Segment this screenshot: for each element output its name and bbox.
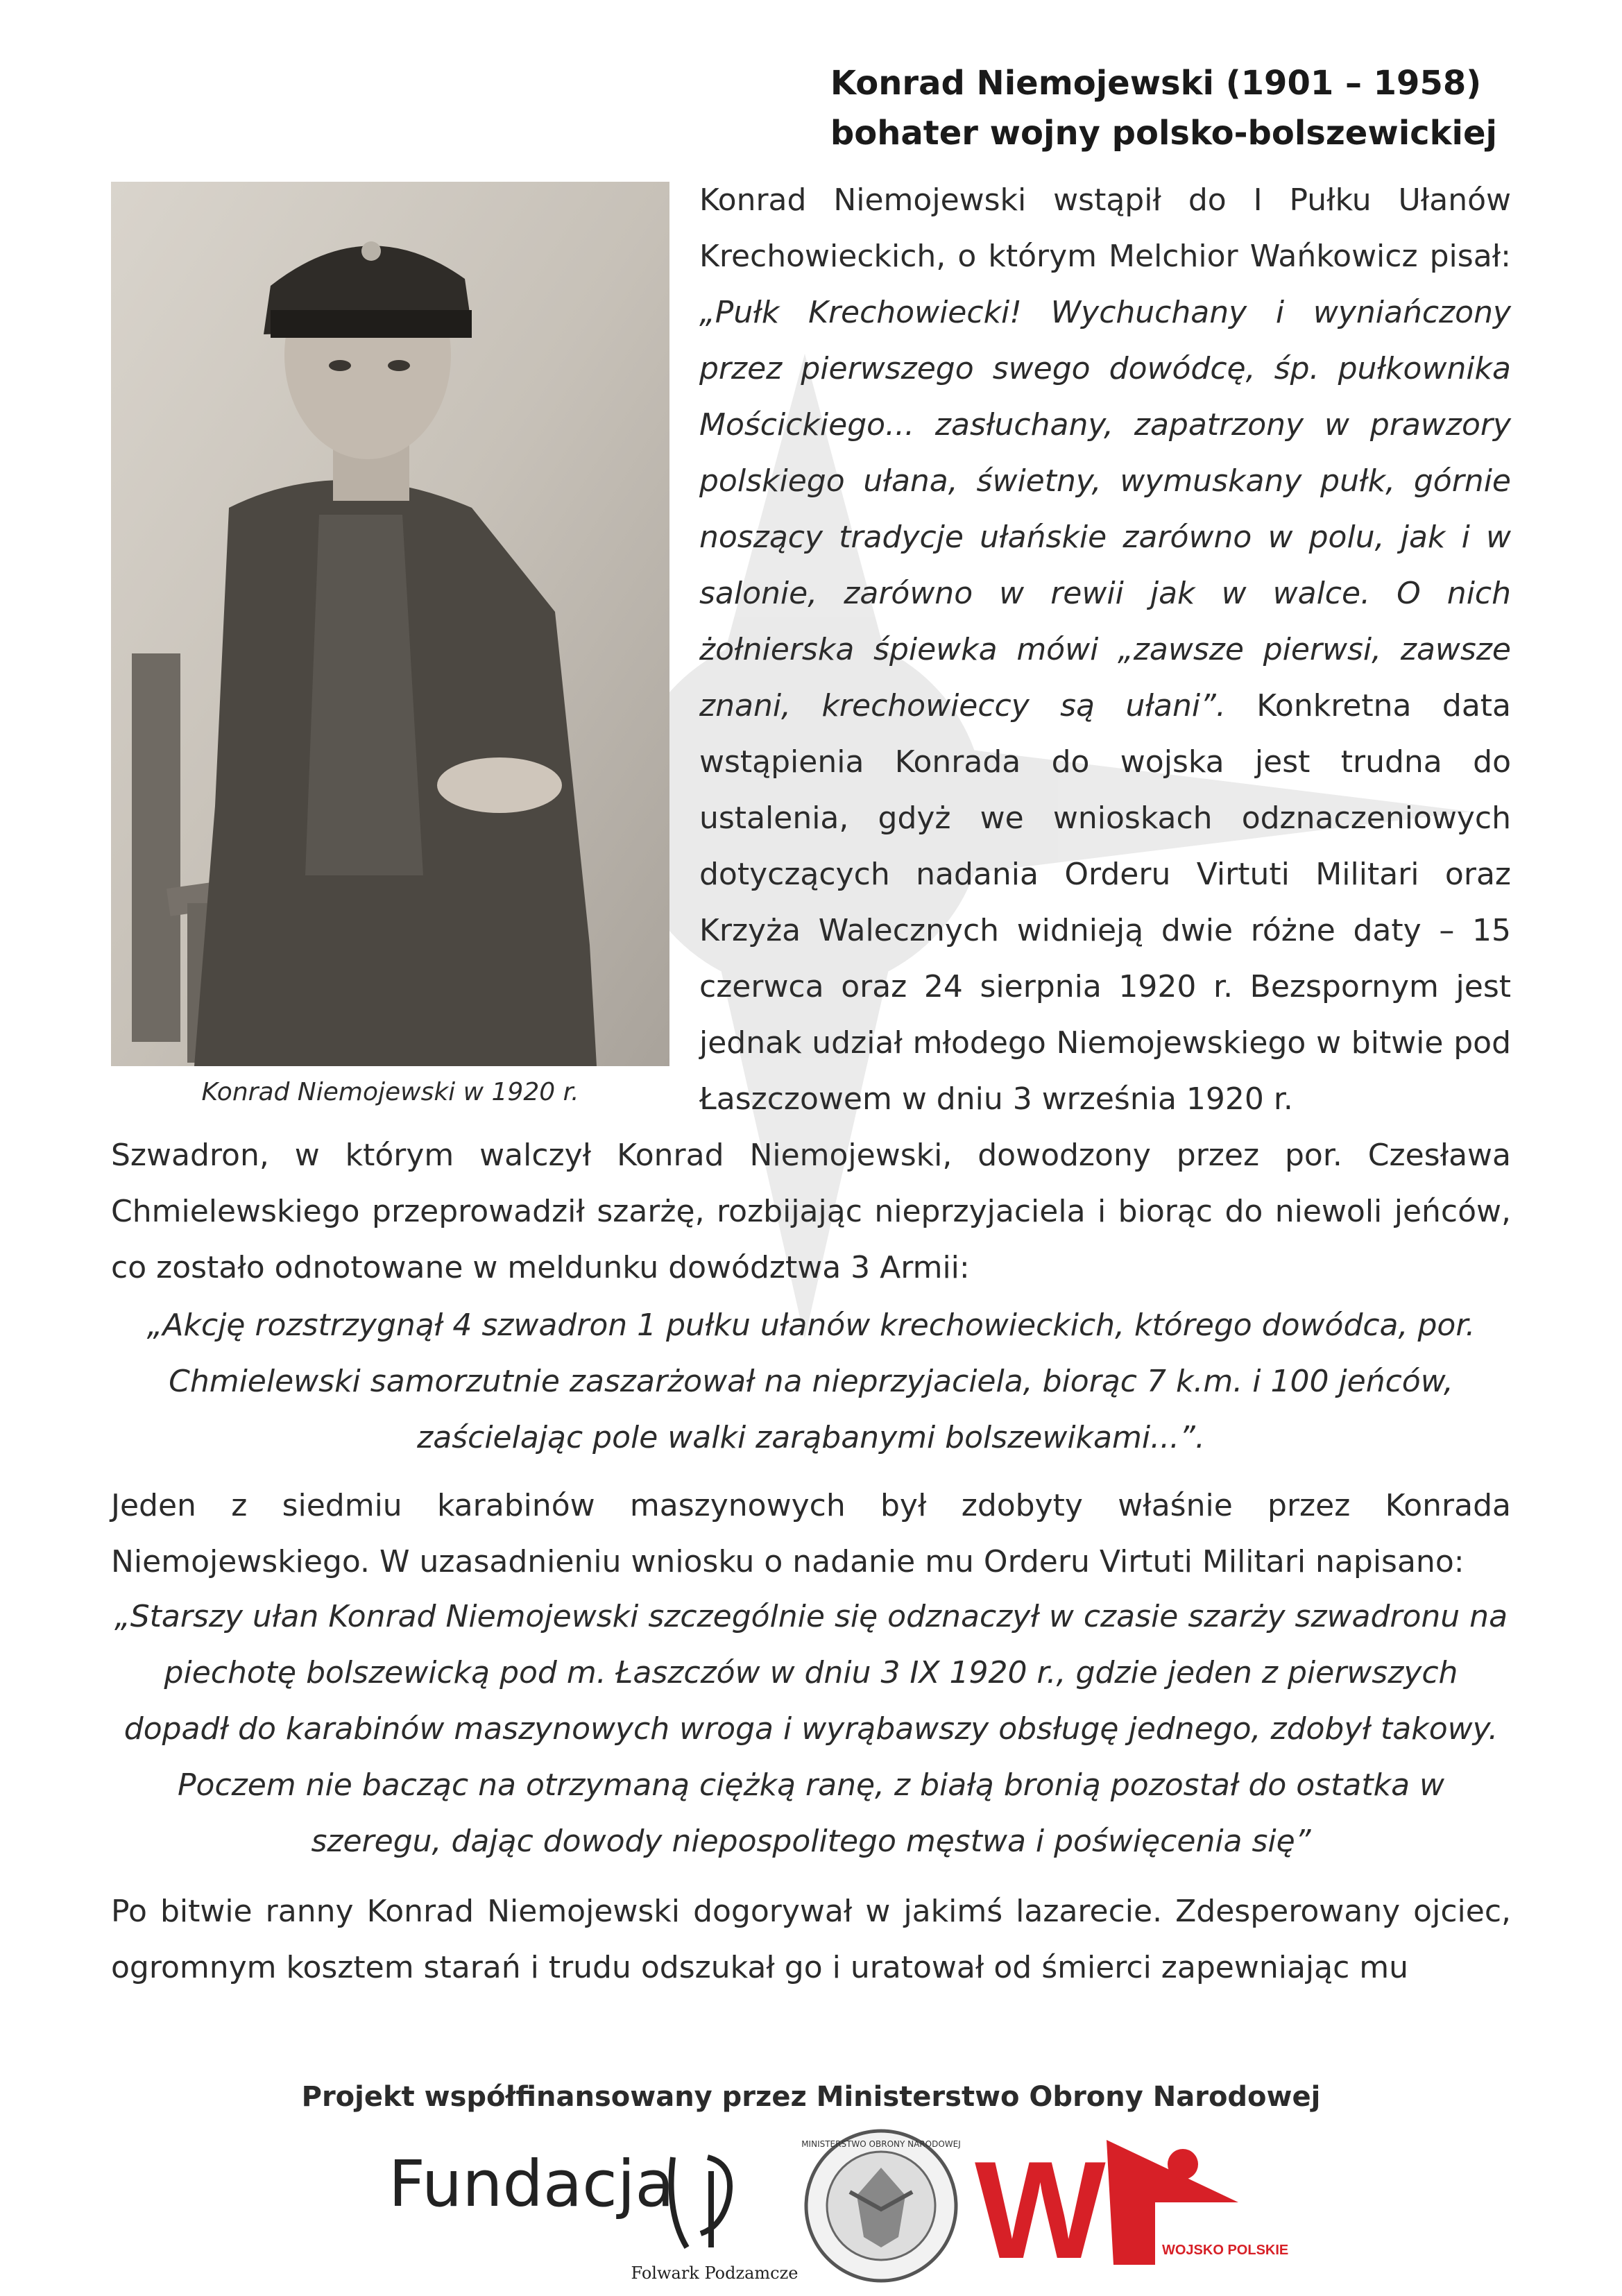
photo-caption: Konrad Niemojewski w 1920 r. bbox=[201, 1078, 579, 1106]
funding-note: Projekt współfinansowany przez Ministerstwo Obrony Narodowej bbox=[301, 2081, 1321, 2113]
paragraph-intro: Konrad Niemojewski wstąpił do I Pułku Ułanów Krechowieckich, o którym Melchior Wańkowicz pisał: bbox=[699, 182, 1511, 274]
folwark-podzamcze-logo bbox=[624, 2130, 805, 2289]
wojsko-polskie-logo bbox=[975, 2126, 1289, 2288]
svg-text:W: W bbox=[975, 2133, 1106, 2288]
army-report-quote: „Akcję rozstrzygnął 4 szwadron 1 pułku ułanów krechowieckich, którego dowódca, por. Chmielewski samorzutnie zaszarżował na nieprzyjaciela, biorąc 7 k.m. i 100 jeńców, zaścielając pole walki zarąbanymi bolszewikami...”. bbox=[146, 1308, 1476, 1455]
virtuti-militari-quote: „Starszy ułan Konrad Niemojewski szczególnie się odznaczył w czasie szarży szwadronu na piechotę bolszewicką pod m. Łaszczów w dniu 3 IX 1920 r., gdzie jeden z pierwszych dopadł do karabinów maszynowych wroga i wyrąbawszy obsługę jednego, zdobył takowy. Poczem nie bacząc na otrzymaną ciężką ranę, z białą bronią pozostał do ostatka w szeregu, dając dowody niepospolitego męstwa i poświęcenia się” bbox=[114, 1599, 1508, 1859]
fundacja-logo-text: Fundacja bbox=[389, 2147, 674, 2221]
ministry-logo-text: MINISTERSTWO OBRONY NARODOWEJ bbox=[801, 2139, 961, 2149]
page-title bbox=[830, 58, 1497, 158]
paragraph-continuation: Konkretna data wstąpienia Konrada do wojska jest trudna do ustalenia, gdyż we wnioskach odznaczeniowych dotyczących nadania Orderu Virtuti Militari oraz Krzyża Walecznych widnieją dwie różne daty – 15 czerwca oraz 24 sierpnia 1920 r. Bezspornym jest jednak udział młodego Niemojewskiego w bitwie pod Łaszczowem w dniu 3 września 1920 r. bbox=[699, 688, 1511, 1117]
title-line-2: bohater wojny polsko-bolszewickiej bbox=[830, 114, 1497, 153]
title-line-1: Konrad Niemojewski (1901 – 1958) bbox=[830, 64, 1482, 103]
paragraph-szwadron: Szwadron, w którym walczył Konrad Niemojewski, dowodzony przez por. Czesława Chmielewskiego przeprowadził szarżę, rozbijając nieprzyjaciela i biorąc do niewoli jeńców, co zostało odnotowane w meldunku dowództwa 3 Armii: bbox=[111, 1138, 1511, 1285]
paragraph-karabin: Jeden z siedmiu karabinów maszynowych był zdobyty właśnie przez Konrada Niemojewskiego. W uzasadnieniu wniosku o nadanie mu Orderu Virtuti Militari napisano: bbox=[111, 1488, 1511, 1579]
wojsko-polskie-text: WOJSKO POLSKIE bbox=[1162, 2243, 1289, 2258]
wankowicz-quote: „Pułk Krechowiecki! Wychuchany i wyniańczony przez pierwszego swego dowódcę, śp. pułkownika Mościckiego... zasłuchany, zapatrzony w prawzory polskiego ułana, świetny, wymuskany pułk, górnie noszący tradycje ułańskie zarówno w polu, jak i w salonie, zarówno w rewii jak w walce. O nich żołnierska śpiewka mówi „zawsze pierwsi, zawsze znani, krechowieccy są ułani”. bbox=[699, 295, 1511, 723]
ministry-defence-emblem bbox=[801, 2126, 961, 2286]
folwark-logo-text: Folwark Podzamcze bbox=[631, 2263, 799, 2283]
column-paragraph bbox=[699, 172, 1511, 1127]
portrait-photo bbox=[111, 182, 669, 1066]
paragraph-after-battle: Po bitwie ranny Konrad Niemojewski dogorywał w jakimś lazarecie. Zdesperowany ojciec, ogromnym kosztem starań i trudu odszukał go i uratował od śmierci zapewniając mu bbox=[111, 1894, 1511, 1985]
